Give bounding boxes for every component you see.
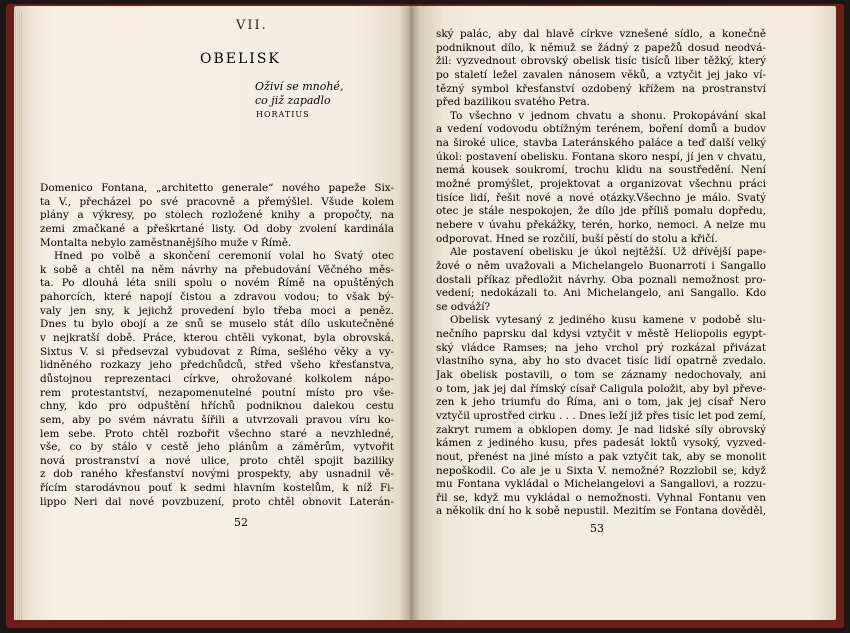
page-number-left: 52 [234, 516, 248, 529]
text-line: nová prostranství a nové ulice, proto chtěl spojit baziliky [40, 454, 394, 467]
text-line: Hned po volbě a skončení ceremonií volal ho Svatý otec [54, 250, 394, 263]
text-line: podniknout dílo, k němuž se žádný z papežů dosud neodvá- [436, 41, 766, 54]
epigraph [255, 80, 343, 108]
text-line: úkol: postavení obelisku. Fontana skoro nespí, jí jen v chvatu, [436, 150, 766, 163]
text-line: valy jen sny, k jejichž provedení bylo třeba moci a peněz. [40, 304, 394, 317]
text-line: a několik dní ho k sobě nepustil. Mezitím se Fontana dověděl, [436, 505, 766, 518]
page-number-right: 53 [590, 522, 604, 535]
text-line: odporovat. Hned se rozčilí, buší pěstí do stolu a křičí. [436, 232, 718, 245]
text-line: lidněného rozkazy jeho předchůdců, střed všeho křesťanstva, [40, 359, 394, 372]
text-line: chny, kdo pro odpuštění hříchů podniknou dalekou cestu [40, 400, 394, 413]
text-line: řícím starodávnou pouť k sedmi hlavním kostelům, k níž Fi- [40, 482, 394, 495]
page-edge [14, 12, 22, 620]
text-line: řil se, když mu vykládal o nemožnosti. Vyhnal Fontanu ven [436, 491, 766, 504]
text-line: z dob raného křesťanství novými prospekty, aby usnadnil vě- [40, 468, 394, 481]
text-line: žové o něm uvažovali a Michelangelo Buonarroti i Sangallo [436, 259, 766, 272]
text-line: a vedení vodovodu obtížným terénem, boření domů a budov [436, 123, 766, 136]
text-line: důstojnou reprezentaci církve, ohrožované kolkolem nápo- [40, 372, 394, 385]
text-line: nečního paprsku dal kdysi vztyčit v městě Heliopolis egypt- [436, 328, 766, 341]
text-line: plány a výkresy, po stolech rozložené knihy a propočty, na [40, 209, 394, 222]
text-line: na široké ulice, stavba Lateránského paláce a teď další velký [436, 137, 766, 150]
text-line: nemá kousek soukromí, trochu klidu na soustředění. Není [436, 164, 766, 177]
right-page-body-text [436, 28, 766, 519]
epigraph-author: HORATIUS [256, 110, 310, 119]
text-line: sem, aby po svém návratu šířili a utvrzovali pravou víru ko- [40, 413, 394, 426]
text-line: otec je stále nespokojen, že dílo jde příliš pomalu dopředu, [436, 205, 766, 218]
text-line: ský palác, aby dal hlavě církve vznešené sídlo, a konečně [436, 28, 766, 40]
text-line: ský vládce Ramses; na jeho vrchol prý rozkázal přivázat [436, 341, 766, 354]
chapter-number: VII. [236, 18, 268, 33]
text-line: lippo Neri dal nové povzbuzení, proto chtěl obnovit Laterán- [40, 495, 394, 508]
text-line: možné promýšlet, projektovat a organizovat všechnu práci [436, 178, 766, 191]
text-line: vše, co by stálo v cestě jeho plánům a záměrům, vytvořit [40, 441, 394, 454]
text-line: Ale postavení obelisku je úkol nejtěžší. Už dřívější pape- [450, 246, 766, 259]
text-line: ta. Po dlouhá léta snili spolu o novém Římě na opuštěných [40, 277, 394, 290]
text-line: mu Fontana vykládal o Michelangelovi a Sangallovi, a rozzu- [436, 478, 766, 491]
text-line: vedení; nedokázali to. Ani Michelangelo, ani Sangallo. Kdo [436, 287, 766, 300]
text-line: Jak obelisk postavili, o tom se záznamy nedochovaly, ani [436, 369, 766, 382]
text-line: nout, přenést na jiné místo a pak vztyčit tak, aby se monolit [436, 450, 766, 463]
text-line: Montalta nebylo zaměstnanějšího muže v Římě. [40, 236, 292, 249]
text-line: zakryt rumem a obklopen domy. Je nad lidské síly obrovský [436, 423, 766, 436]
text-line: Domenico Fontana, „architetto generale“ nového papeže Six- [40, 182, 394, 194]
text-line: před bazilikou svatého Petra. [436, 96, 590, 109]
text-line: kámen z jediného kusu, přes padesát loktů vysoký, vyzved- [436, 437, 766, 450]
text-line: tězný symbol křesťanství ozdobený křížem na prostranství [436, 82, 766, 95]
text-line: vztyčil uprostřed cirku . . . Dnes leží již přes tisíc let pod zemí, [436, 409, 766, 422]
text-line: žil: vyzvednout obrovský obelisk tisíc tisíců liber těžký, který [436, 55, 766, 68]
text-line: To všechno v jednom chvatu a shonu. Prokopávání skal [450, 109, 766, 122]
text-line: zemi zmačkané a přeškrtané listy. Od doby zvolení kardinála [40, 222, 394, 235]
text-line: k sobě a chtěl na něm návrhy na přebudování Věčného měs- [40, 263, 394, 276]
text-line: tisíce lidí, řešit nové a nové otázky.Všechno je málo. Svatý [436, 191, 766, 204]
text-line: lem sebe. Proto chtěl rozbořit všechno staré a nevzhledné, [40, 427, 394, 440]
text-line: nepoškodil. Co ale je u Sixta V. nemožné? Rozzlobil se, když [436, 464, 766, 477]
text-line: dostali příkaz předložit návrhy. Oba poznali nemožnost pro- [436, 273, 766, 286]
text-line: v nejkratší době. Práce, kterou chtěli vykonat, byla obrovská. [40, 332, 394, 345]
text-line: po staletí ležel zavalen nánosem věků, a vztyčit jej jako ví- [436, 68, 766, 81]
text-line: o tom, jak jej dal římský císař Caligula položit, aby byl převe- [436, 382, 766, 395]
text-line: Obelisk vytesaný z jediného kusu kamene v podobě slu- [450, 314, 766, 327]
text-line: pahorcích, které napojí čistou a zdravou vodou; to však bý- [40, 291, 394, 304]
chapter-title: OBELISK [200, 51, 281, 67]
text-line: ta V., přecházel po své pracovně a přemýšlel. Všude kolem [40, 195, 394, 208]
text-line: se odváží? [436, 300, 491, 313]
epigraph-line: co již zapadlo [255, 94, 331, 107]
left-page-body-text [40, 182, 394, 509]
text-line: Dnes tu bylo obojí a ze snů se muselo stát dílo uskutečněné [40, 318, 394, 331]
text-line: nebere v úvahu překážky, terén, horko, nemoci. A nelze mu [436, 218, 766, 231]
text-line: zen k jeho triumfu do Říma, ani o tom, jak jej císař Nero [436, 396, 766, 409]
text-line: vlastního syna, aby ho sto dvacet tisíc lidí opatrně zvedalo. [436, 355, 766, 368]
text-line: Sixtus V. si předsevzal vybudovat z Říma, sešlého věky a vy- [40, 345, 394, 358]
epigraph-line: Oživí se mnohé, [255, 80, 344, 93]
text-line: rem protestantství, nezapomenutelné poutní místo pro vše- [40, 386, 394, 399]
